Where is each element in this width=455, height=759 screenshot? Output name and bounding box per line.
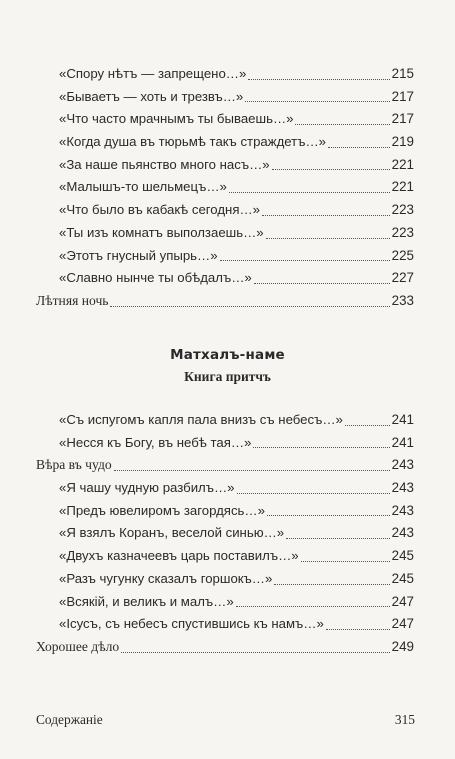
dot-leader xyxy=(121,652,389,653)
dot-leader xyxy=(286,538,390,539)
toc-entry-page: 241 xyxy=(391,434,414,450)
dot-leader xyxy=(237,493,390,494)
toc-entry[interactable] xyxy=(36,154,414,177)
toc-entry-title: «Разъ чугунку сказалъ горшокъ…» xyxy=(59,570,273,586)
toc-entry[interactable] xyxy=(36,545,414,568)
toc-entry-page: 243 xyxy=(391,525,414,541)
toc-entry-page: 227 xyxy=(391,270,414,286)
toc-entry-page: 215 xyxy=(391,66,414,81)
toc-entry-page: 245 xyxy=(391,548,414,564)
page-number: 315 xyxy=(394,712,415,727)
toc-entry-title: «Малышъ-то шельмецъ…» xyxy=(59,179,227,195)
toc-entry[interactable] xyxy=(36,108,414,131)
toc-entry[interactable] xyxy=(36,636,414,659)
toc-entry-page: 223 xyxy=(391,202,414,218)
dot-leader xyxy=(253,447,389,448)
section-subtitle: Книга притчъ xyxy=(184,369,271,384)
toc-entry[interactable] xyxy=(36,222,414,245)
toc-entry-title: «Ты изъ комнатъ выползаешь…» xyxy=(59,224,264,240)
toc-entry[interactable] xyxy=(36,591,414,614)
toc-entry-title: «За наше пьянство много насъ…» xyxy=(59,156,270,172)
toc-entry-page: 249 xyxy=(391,638,414,654)
toc-entry[interactable] xyxy=(36,245,414,268)
toc-entry[interactable] xyxy=(36,290,414,313)
toc-entry[interactable] xyxy=(36,63,414,86)
dot-leader xyxy=(245,101,389,102)
toc-entry[interactable] xyxy=(36,568,414,591)
toc-entry-title: «Двухъ казначеевъ царь поставилъ…» xyxy=(59,548,299,564)
dot-leader xyxy=(114,470,390,471)
dot-leader xyxy=(220,260,390,261)
toc-entry[interactable] xyxy=(36,432,414,455)
toc-entry[interactable] xyxy=(36,500,414,523)
toc-entry-title: «Славно нынче ты обѣдалъ…» xyxy=(59,270,252,286)
dot-leader xyxy=(110,306,389,307)
toc-entry[interactable] xyxy=(36,454,414,477)
toc-entry-title: «Я чашу чудную разбилъ…» xyxy=(59,480,235,496)
toc-entry[interactable] xyxy=(36,267,414,290)
toc-entry-page: 225 xyxy=(391,247,414,263)
dot-leader xyxy=(274,584,389,585)
toc-entry-page: 245 xyxy=(391,570,414,586)
toc-entry-title: «Я взялъ Коранъ, веселой синью…» xyxy=(59,525,285,541)
toc-entry-title: «Спору нѣтъ — запрещено…» xyxy=(59,66,247,81)
toc-entry-page: 247 xyxy=(391,593,414,609)
toc-entry-title: «Несся къ Богу, въ небѣ тая…» xyxy=(59,434,252,450)
toc-entry-page: 217 xyxy=(391,88,414,104)
toc-entry-page: 243 xyxy=(391,502,414,518)
dot-leader xyxy=(254,283,390,284)
toc-entry-title: Вѣра въ чудо xyxy=(36,457,112,473)
toc-entry-title: Лѣтняя ночь xyxy=(36,292,109,308)
dot-leader xyxy=(266,238,390,239)
toc-entry-page: 217 xyxy=(391,111,414,127)
section-title: Матхалъ-наме xyxy=(170,347,285,363)
toc-entry-title: «Всякій, и великъ и малъ…» xyxy=(59,593,234,609)
toc-entry-page: 223 xyxy=(391,224,414,240)
dot-leader xyxy=(295,124,389,125)
toc-entry[interactable] xyxy=(36,131,414,154)
toc-entry-title: «Когда душа въ тюрьмѣ такъ страждетъ…» xyxy=(59,134,326,150)
toc-entry-page: 221 xyxy=(391,156,414,172)
dot-leader xyxy=(301,561,390,562)
toc-entry-title: «Iсусъ, съ небесъ спустившись къ намъ…» xyxy=(59,616,324,632)
toc-entry-title: «Что было въ кабакѣ сегодня…» xyxy=(59,202,260,218)
toc-entry-title: Хорошее дѣло xyxy=(36,638,120,654)
toc-entry-page: 241 xyxy=(391,412,414,427)
dot-leader xyxy=(248,79,389,80)
toc-entry-title: «Бываетъ — хоть и трезвъ…» xyxy=(59,88,244,104)
toc-list-part2 xyxy=(36,409,414,659)
dot-leader xyxy=(326,629,390,630)
toc-entry[interactable] xyxy=(36,409,414,432)
toc-entry[interactable] xyxy=(36,613,414,636)
toc-entry-page: 221 xyxy=(391,179,414,195)
dot-leader xyxy=(345,425,390,426)
toc-entry-page: 247 xyxy=(391,616,414,632)
toc-entry[interactable] xyxy=(36,522,414,545)
toc-entry[interactable] xyxy=(36,477,414,500)
toc-list-part1 xyxy=(36,63,414,313)
dot-leader xyxy=(236,606,390,607)
dot-leader xyxy=(262,215,390,216)
toc-entry[interactable] xyxy=(36,86,414,109)
toc-entry-page: 233 xyxy=(391,292,414,308)
toc-entry[interactable] xyxy=(36,176,414,199)
dot-leader xyxy=(229,192,390,193)
dot-leader xyxy=(272,169,390,170)
dot-leader xyxy=(267,515,390,516)
dot-leader xyxy=(328,147,390,148)
toc-entry-title: «Этотъ гнусный упырь…» xyxy=(59,247,218,263)
toc-entry-title: «Что часто мрачнымъ ты бываешь…» xyxy=(59,111,294,127)
toc-entry-title: «Предъ ювелиромъ загордясь…» xyxy=(59,502,265,518)
running-head: Содержаніе xyxy=(36,712,103,727)
toc-entry-title: «Съ испугомъ капля пала внизъ съ небесъ…» xyxy=(59,412,343,427)
toc-entry-page: 243 xyxy=(391,480,414,496)
toc-entry-page: 219 xyxy=(391,134,414,150)
toc-entry[interactable] xyxy=(36,199,414,222)
toc-entry-page: 243 xyxy=(391,457,414,473)
